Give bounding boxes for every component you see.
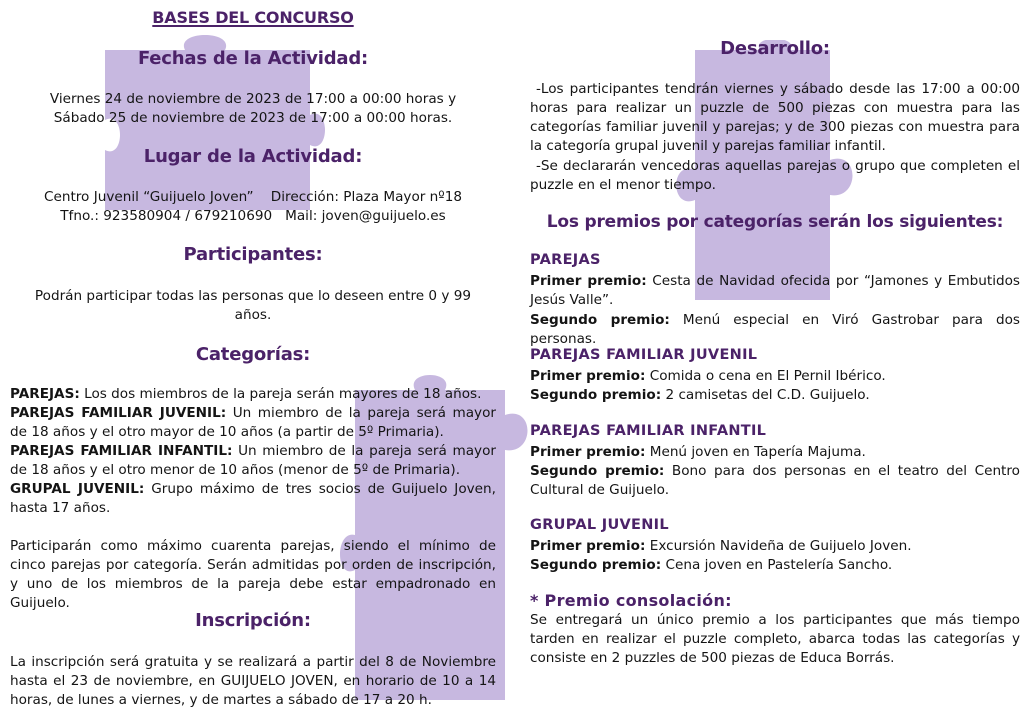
participantes-heading: Participantes: (183, 244, 323, 265)
premio-cat-grupal-juvenil: GRUPAL JUVENIL (530, 517, 669, 533)
categoria-parejas-familiar-juvenil: PAREJAS FAMILIAR JUVENIL: Un miembro de la pareja será mayor de 18 años y el otro mayor de 10 años (a partir de 5º Primaria). (10, 405, 496, 440)
inscripcion-text: La inscripción será gratuita y se realizará a partir del 8 de Noviembre hasta el 23 de noviembre, en GUIJUELO JOVEN, en horario de 10 a 14 horas, de lunes a viernes, y de martes a sábado de 17 a 20 h. (10, 654, 496, 708)
premio-grupal-juvenil-second: Segundo premio: Cena joven en Pastelería Sancho. (530, 557, 893, 573)
consolacion-heading: * Premio consolación: (530, 591, 732, 610)
desarrollo-p1: -Los participantes tendrán viernes y sábado desde las 17:00 a 00:00 horas para realizar un puzzle de 500 piezas con muestra para las categorías familiar juvenil y parejas; y de 300 piezas con muestra para la categoría grupal juvenil y parejas familiar infantil. (530, 81, 1020, 154)
categoria-parejas-familiar-infantil: PAREJAS FAMILIAR INFANTIL: Un miembro de la pareja será mayor de 18 años y el otro menor de 10 años (menor de 5º de Primaria). (10, 443, 496, 478)
fechas-line-1: Viernes 24 de noviembre de 2023 de 17:00 a 00:00 horas y (49, 91, 457, 107)
premio-parejas-second: Segundo premio: Menú especial en Viró Gastrobar para dos personas. (530, 312, 1020, 347)
categoria-parejas: PAREJAS: Los dos miembros de la pareja serán mayores de 18 años. (10, 386, 482, 402)
premios-heading: Los premios por categorías serán los siguientes: (546, 212, 1004, 232)
premio-familiar-infantil-second: Segundo premio: Bono para dos personas en el teatro del Centro Cultural de Guijuelo. (530, 463, 1020, 498)
lugar-heading: Lugar de la Actividad: (143, 146, 363, 167)
consolacion-text: Se entregará un único premio a los participantes que más tiempo tarden en realizar el puzzle completo, abarca todas las categorías y consiste en 2 puzzles de 500 piezas de Educa Borrás. (530, 612, 1020, 666)
premio-cat-familiar-infantil: PAREJAS FAMILIAR INFANTIL (530, 423, 767, 439)
categoria-grupal-juvenil: GRUPAL JUVENIL: Grupo máximo de tres socios de Guijuelo Joven, hasta 17 años. (10, 481, 496, 516)
participantes-text: Podrán participar todas las personas que lo deseen entre 0 y 99 años. (34, 288, 472, 323)
lugar-line-1: Centro Juvenil “Guijuelo Joven” Dirección: Plaza Mayor nº18 (43, 189, 463, 205)
premio-cat-parejas: PAREJAS (530, 252, 601, 268)
premio-parejas-first: Primer premio: Cesta de Navidad ofecida por “Jamones y Embutidos Jesús Valle”. (530, 273, 1020, 308)
contest-title: BASES DEL CONCURSO (152, 8, 354, 27)
premio-cat-familiar-juvenil: PAREJAS FAMILIAR JUVENIL (530, 347, 758, 363)
inscripcion-heading: Inscripción: (195, 610, 311, 631)
categorias-list (10, 385, 496, 518)
premio-familiar-juvenil-first: Primer premio: Comida o cena en El Pernil Ibérico. (530, 368, 886, 384)
fechas-heading: Fechas de la Actividad: (137, 48, 369, 69)
desarrollo-p2: -Se declararán vencedoras aquellas parejas o grupo que completen el puzzle en el menor tiempo. (530, 158, 1020, 193)
fechas-line-2: Sábado 25 de noviembre de 2023 de 17:00 a 00:00 horas. (53, 110, 453, 126)
categorias-heading: Categorías: (195, 344, 311, 365)
categorias-note: Participarán como máximo cuarenta parejas, siendo el mínimo de cinco parejas por categoría. Serán admitidas por orden de inscripción, y uno de los miembros de la pareja debe estar empadronado en Guijuelo. (10, 538, 496, 611)
premio-grupal-juvenil-first: Primer premio: Excursión Navideña de Guijuelo Joven. (530, 538, 912, 554)
premio-familiar-infantil-first: Primer premio: Menú joven en Tapería Majuma. (530, 444, 866, 460)
desarrollo-heading: Desarrollo: (720, 38, 830, 59)
lugar-line-2: Tfno.: 923580904 / 679210690 Mail: joven@guijuelo.es (60, 208, 446, 224)
premio-familiar-juvenil-second: Segundo premio: 2 camisetas del C.D. Guijuelo. (530, 387, 870, 403)
